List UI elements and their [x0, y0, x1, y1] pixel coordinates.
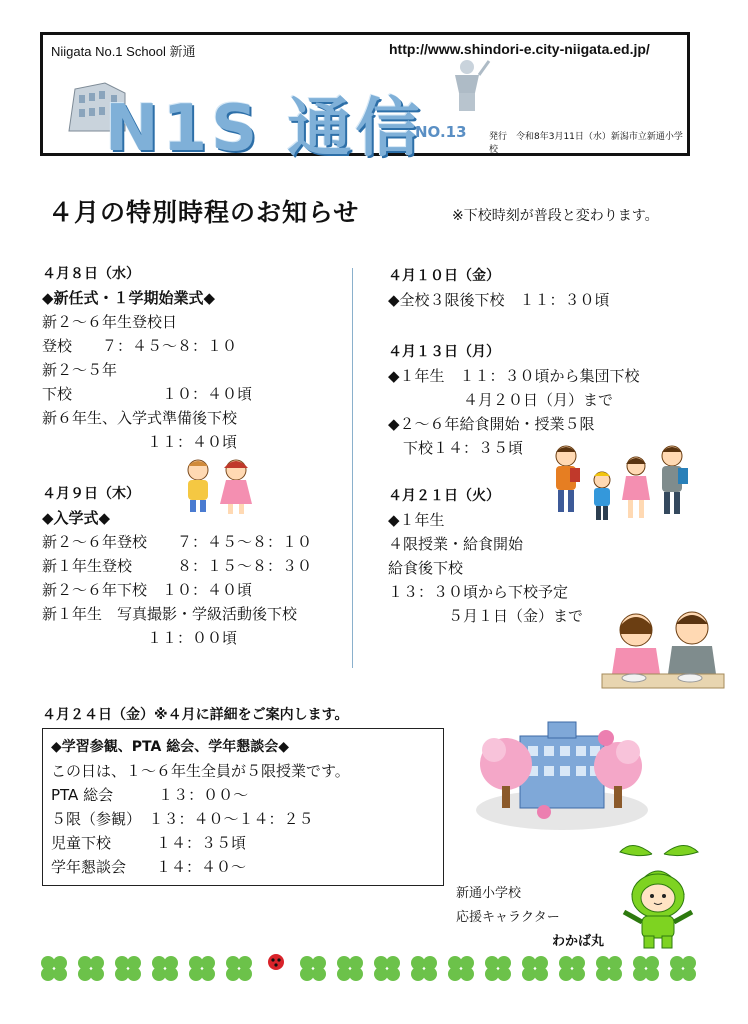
schedule-line: ４限授業・給食開始	[388, 535, 524, 553]
clover-icon	[78, 956, 104, 981]
clover-icon	[226, 956, 252, 981]
info-line: 児童下校 １４：３５頃	[51, 834, 247, 852]
school-label: Niigata No.1 School 新通	[51, 44, 196, 59]
date-heading: ４月１３日（月）	[388, 344, 500, 360]
clover-icon	[115, 956, 141, 981]
schedule-line: 新２～６年生登校日	[42, 313, 178, 331]
issue-number: NO.13	[415, 123, 467, 141]
mascot-caption: 応援キャラクター	[456, 910, 560, 925]
date-heading: ４月８日（水）	[42, 266, 140, 282]
schedule-line: ◆１年生	[388, 511, 445, 529]
schedule-line: 新２～５年	[42, 361, 118, 379]
clover-icon	[152, 956, 178, 981]
newsletter-header	[40, 32, 690, 166]
schedule-line: ◆２～６年給食開始・授業５限	[388, 415, 595, 433]
schedule-apr10	[388, 264, 688, 312]
clover-icon	[522, 956, 548, 981]
schedule-line: 新６年生、入学式準備後下校	[42, 409, 238, 427]
clover-icon	[559, 956, 585, 981]
info-line: PTA 総会 １３：００～	[51, 786, 249, 804]
clover-border	[38, 948, 708, 988]
schedule-line: 新１年生 写真撮影・学級活動後下校	[42, 605, 298, 623]
info-line: ５限（参観） １３：４０～１４：２５	[51, 810, 314, 828]
event-heading: ◆学習参観、PTA 総会、学年懇談会◆	[51, 739, 289, 755]
school-blossom-illustration	[472, 714, 652, 834]
schedule-line: 新２～６年登校 ７：４５～８：１０	[42, 533, 313, 551]
date-heading: ４月２１日（火）	[388, 488, 500, 504]
schedule-apr9	[42, 482, 362, 650]
school-url[interactable]: http://www.shindori-e.city-niigata.ed.jp/	[389, 41, 650, 57]
clover-icon	[448, 956, 474, 981]
school-lunch-illustration	[598, 604, 728, 694]
schedule-line: 下校１４：３５頃	[388, 439, 524, 457]
schedule-line: 登校 ７：４５～８：１０	[42, 337, 238, 355]
schedule-line: １１：００頃	[42, 629, 238, 647]
schedule-line: ４月２０日（月）まで	[388, 391, 614, 409]
clover-icon	[485, 956, 511, 981]
event-heading: ◆入学式◆	[42, 509, 111, 527]
clover-icon	[411, 956, 437, 981]
clover-icon	[596, 956, 622, 981]
clover-icon	[41, 956, 67, 981]
newsletter-logo: N1S 通信	[105, 92, 424, 166]
date-heading: ４月９日（木）	[42, 486, 140, 502]
schedule-line: １１：４０頃	[42, 433, 238, 451]
schedule-line: １３：３０頃から下校予定	[388, 583, 569, 601]
mascot-caption: 新通小学校	[456, 886, 522, 901]
schedule-line: 給食後下校	[388, 559, 464, 577]
issue-meta: 発行 令和8年3月11日（水）新潟市立新通小学校	[489, 132, 683, 155]
date-heading: ４月２４日（金）※４月に詳細をご案内します。	[42, 707, 349, 723]
clover-icon	[633, 956, 659, 981]
title-note: ※下校時刻が普段と変わります。	[452, 208, 659, 224]
schedule-apr8	[42, 262, 352, 454]
mascot-name: わかば丸	[552, 934, 605, 949]
statue-icon	[441, 53, 491, 113]
date-heading: ４月１０日（金）	[388, 268, 500, 284]
page-title: ４月の特別時程のお知らせ	[48, 198, 360, 227]
clover-icon	[189, 956, 215, 981]
schedule-line: ５月１日（金）まで	[388, 607, 584, 625]
schedule-line: 新１年生登校 ８：１５～８：３０	[42, 557, 313, 575]
schedule-line: 下校 １０：４０頃	[42, 385, 253, 403]
schedule-line: 新２～６年下校 １０：４０頃	[42, 581, 253, 599]
event-heading: ◆新任式・１学期始業式◆	[42, 289, 216, 307]
clover-icon	[670, 956, 696, 981]
info-line: この日は、１～６年生全員が５限授業です。	[51, 762, 350, 780]
info-line: 学年懇談会 １４：４０～	[51, 858, 247, 876]
clover-icon	[374, 956, 400, 981]
schedule-line: ◆全校３限後下校 １１：３０頃	[388, 291, 610, 309]
clover-icon	[300, 956, 326, 981]
schedule-line: ◆１年生 １１：３０頃から集団下校	[388, 367, 640, 385]
mascot-wakabamaru-icon	[612, 840, 704, 950]
ladybug-icon	[268, 954, 284, 970]
clover-icon	[337, 956, 363, 981]
event-info-box	[42, 728, 444, 886]
